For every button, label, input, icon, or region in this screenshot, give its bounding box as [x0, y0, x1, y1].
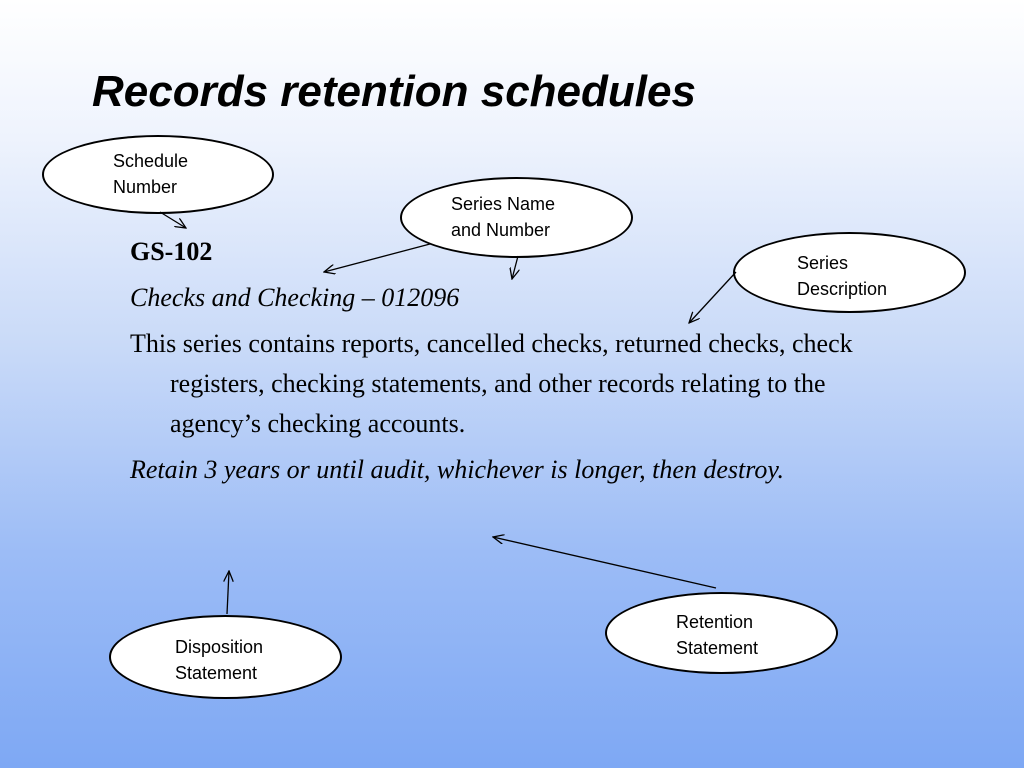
callout-disposition-statement: [109, 615, 342, 699]
slide-title: Records retention schedules: [92, 67, 696, 116]
callout-schedule-number: [42, 135, 274, 214]
arrow-retention-statement: [493, 537, 716, 588]
callout-retention-statement: [605, 592, 838, 674]
callout-series-name: [400, 177, 633, 258]
retention-text: Retain 3 years or until audit, whichever is longer, then destroy.: [130, 455, 785, 484]
callout-series-name-label: Series Name and Number: [451, 194, 556, 240]
schedule-number-text: GS-102: [130, 237, 213, 266]
callout-series-description-label: Series Description: [797, 253, 888, 299]
series-name-text: Checks and Checking – 012096: [130, 283, 460, 312]
arrow-disposition-statement: [227, 571, 229, 614]
callout-series-description: [733, 232, 966, 313]
callout-retention-statement-label: Retention Statement: [676, 612, 759, 658]
callout-schedule-number-label: Schedule Number: [113, 151, 189, 197]
series-description-text: This series contains reports, cancelled checks, returned checks, check registers, checking statements, and other records relating to the agency’s checking accounts.: [130, 329, 853, 438]
arrow-schedule-number: [160, 212, 186, 228]
callout-disposition-statement-label: Disposition Statement: [175, 637, 264, 683]
